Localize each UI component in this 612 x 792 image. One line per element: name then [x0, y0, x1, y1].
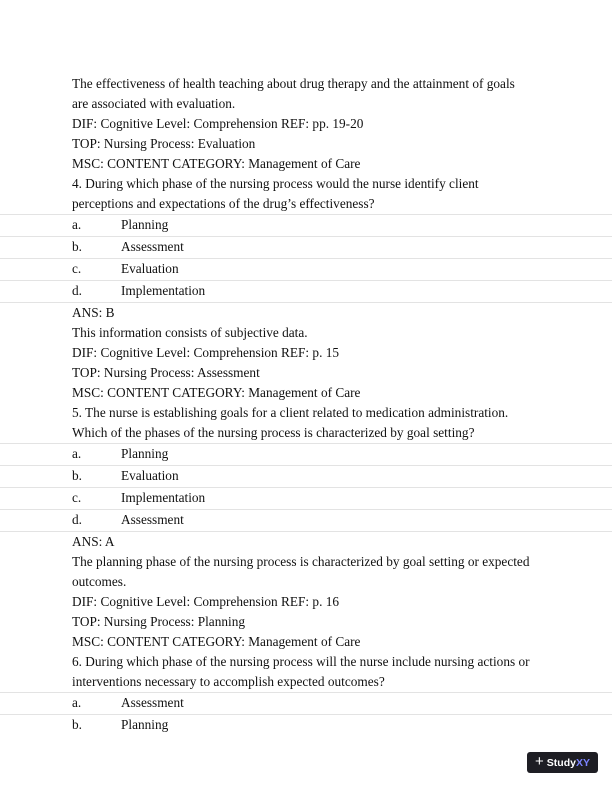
- q5-stem-line-2: Which of the phases of the nursing process is characterized by goal setting?: [72, 425, 475, 440]
- option-letter: b.: [72, 239, 82, 254]
- q5-answer: ANS: A: [72, 534, 115, 549]
- option-text: Assessment: [121, 512, 184, 527]
- option-letter: a.: [72, 217, 82, 232]
- q5-msc: MSC: CONTENT CATEGORY: Management of Care: [72, 634, 361, 649]
- q4-stem-line-2: perceptions and expectations of the drug’s effectiveness?: [72, 196, 375, 211]
- option-text: Evaluation: [121, 468, 179, 483]
- q4-option-d: [0, 280, 612, 303]
- logo-text: StudyXY: [546, 756, 590, 769]
- option-text: Evaluation: [121, 261, 179, 276]
- option-text: Planning: [121, 446, 169, 461]
- q4-rationale: This information consists of subjective data.: [72, 325, 308, 340]
- q5-option-d: [0, 509, 612, 532]
- option-text: Implementation: [121, 490, 206, 505]
- q4-option-b: [0, 236, 612, 258]
- document-page: [72, 74, 612, 736]
- q4-msc: MSC: CONTENT CATEGORY: Management of Care: [72, 385, 361, 400]
- q5-rationale-line-2: outcomes.: [72, 574, 127, 589]
- q3-msc: MSC: CONTENT CATEGORY: Management of Care: [72, 156, 361, 171]
- option-letter: a.: [72, 695, 82, 710]
- option-letter: b.: [72, 717, 82, 732]
- option-text: Assessment: [121, 695, 184, 710]
- q6-stem-line-2: interventions necessary to accomplish expected outcomes?: [72, 674, 385, 689]
- q3-rationale-line-1: The effectiveness of health teaching about drug therapy and the attainment of goals: [72, 76, 515, 91]
- q6-option-b: [0, 714, 612, 736]
- option-text: Assessment: [121, 239, 184, 254]
- option-letter: d.: [72, 283, 82, 298]
- q4-dif: DIF: Cognitive Level: Comprehension REF: p. 15: [72, 345, 340, 360]
- q5-option-a: [0, 443, 612, 465]
- q5-option-b: [0, 465, 612, 487]
- q4-option-a: [0, 214, 612, 236]
- q4-topic: TOP: Nursing Process: Assessment: [72, 365, 260, 380]
- q4-stem-line-1: 4. During which phase of the nursing process would the nurse identify client: [72, 176, 479, 191]
- q3-topic: TOP: Nursing Process: Evaluation: [72, 136, 256, 151]
- q4-answer: ANS: B: [72, 305, 115, 320]
- q4-option-c: [0, 258, 612, 280]
- q5-stem-line-1: 5. The nurse is establishing goals for a client related to medication administration.: [72, 405, 509, 420]
- q6-stem-line-1: 6. During which phase of the nursing process will the nurse include nursing actions or: [72, 654, 530, 669]
- option-letter: d.: [72, 512, 82, 527]
- q5-dif: DIF: Cognitive Level: Comprehension REF: p. 16: [72, 594, 340, 609]
- q6-option-a: [0, 692, 612, 714]
- plus-icon: +: [535, 753, 544, 770]
- option-text: Planning: [121, 717, 169, 732]
- option-letter: b.: [72, 468, 82, 483]
- q3-rationale-line-2: are associated with evaluation.: [72, 96, 236, 111]
- option-text: Planning: [121, 217, 169, 232]
- q3-dif: DIF: Cognitive Level: Comprehension REF: pp. 19-20: [72, 116, 364, 131]
- q5-topic: TOP: Nursing Process: Planning: [72, 614, 245, 629]
- option-letter: c.: [72, 261, 82, 276]
- option-letter: a.: [72, 446, 82, 461]
- option-text: Implementation: [121, 283, 206, 298]
- option-letter: c.: [72, 490, 82, 505]
- q5-rationale-line-1: The planning phase of the nursing process is characterized by goal setting or expected: [72, 554, 530, 569]
- q5-option-c: [0, 487, 612, 509]
- studyxy-logo: [527, 752, 598, 773]
